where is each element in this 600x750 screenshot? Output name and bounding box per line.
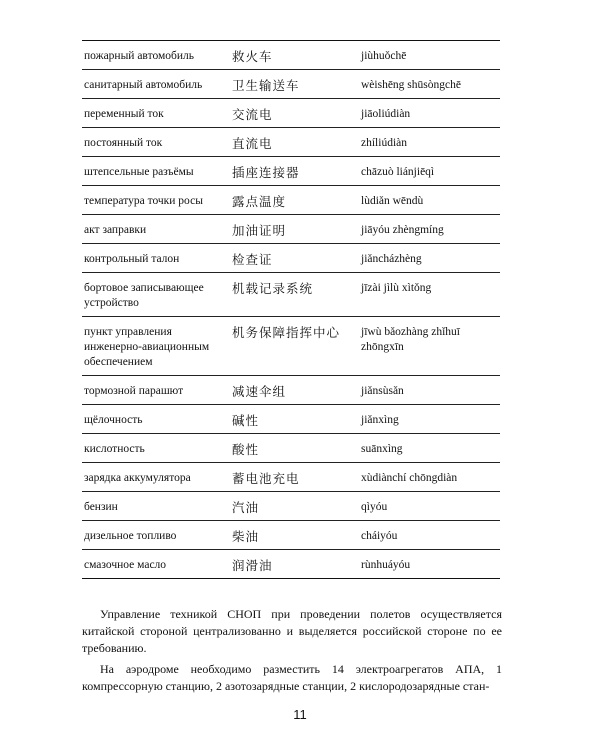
pinyin-term: zhíliúdiàn <box>361 137 407 149</box>
glossary-row <box>82 550 500 579</box>
pinyin-term: jīwù bǎozhàng zhǐhuī zhōngxīn <box>361 326 461 353</box>
chinese-term: 机务保障指挥中心 <box>232 325 341 340</box>
chinese-term: 蓄电池充电 <box>232 471 300 486</box>
glossary-row <box>82 405 500 434</box>
russian-term: санитарный автомобиль <box>84 79 203 91</box>
russian-term: тормозной парашют <box>84 385 184 397</box>
chinese-term: 碱性 <box>232 413 260 428</box>
glossary-row <box>82 99 500 128</box>
pinyin-term: jiǎnxìng <box>361 414 399 426</box>
pinyin-term: wèishēng shūsòngchē <box>361 79 461 91</box>
chinese-term: 露点温度 <box>232 194 287 209</box>
pinyin-term: lùdiǎn wēndù <box>361 195 424 207</box>
pinyin-term: rùnhuáyóu <box>361 559 411 571</box>
chinese-term: 插座连接器 <box>232 165 300 180</box>
pinyin-term: jiāyóu zhèngmíng <box>361 224 444 236</box>
chinese-term: 润滑油 <box>232 558 273 573</box>
glossary-row <box>82 434 500 463</box>
chinese-term: 汽油 <box>232 500 260 515</box>
russian-term: дизельное топливо <box>84 530 177 542</box>
chinese-term: 救火车 <box>232 49 273 64</box>
russian-term: бензин <box>84 501 118 513</box>
glossary-row <box>82 215 500 244</box>
glossary-table <box>82 40 500 579</box>
pinyin-term: jiāoliúdiàn <box>361 108 411 120</box>
pinyin-term: cháiyóu <box>361 530 398 542</box>
chinese-term: 卫生输送车 <box>232 78 300 93</box>
russian-term: пожарный автомобиль <box>84 50 194 62</box>
pinyin-term: chāzuò liánjiēqì <box>361 166 435 178</box>
glossary-row <box>82 41 500 70</box>
glossary-row <box>82 186 500 215</box>
pinyin-term: qìyóu <box>361 501 388 513</box>
russian-term: постоянный ток <box>84 137 163 149</box>
russian-term: переменный ток <box>84 108 164 120</box>
glossary-row <box>82 463 500 492</box>
pinyin-term: jiǎnsùsǎn <box>361 385 404 397</box>
pinyin-term: jīzài jìlù xìtǒng <box>361 282 432 294</box>
glossary-row <box>82 70 500 99</box>
chinese-term: 减速伞组 <box>232 384 287 399</box>
russian-term: акт заправки <box>84 224 147 236</box>
pinyin-term: jiǎncházhèng <box>361 253 422 265</box>
glossary-body <box>82 41 500 579</box>
body-text <box>82 606 502 695</box>
chinese-term: 柴油 <box>232 529 260 544</box>
russian-term: контрольный талон <box>84 253 180 265</box>
paragraph: На аэродроме необходимо разместить 14 электроагрегатов АПА, 1 компрессорную станцию, 2 азотозарядные станции, 2 кислородозарядные стан- <box>82 662 502 693</box>
pinyin-term: jiùhuǒchē <box>361 50 407 62</box>
russian-term: пункт управления инженерно-авиационным обеспечением <box>84 326 210 368</box>
russian-term: смазочное масло <box>84 559 167 571</box>
chinese-term: 检查证 <box>232 252 273 267</box>
russian-term: кислотность <box>84 443 145 455</box>
chinese-term: 直流电 <box>232 136 273 151</box>
russian-term: бортовое записывающее устройство <box>84 282 204 309</box>
glossary-row <box>82 273 500 317</box>
pinyin-term: xùdiànchí chōngdiàn <box>361 472 458 484</box>
glossary-row <box>82 521 500 550</box>
glossary-row <box>82 157 500 186</box>
paragraph: Управление техникой СНОП при проведении полетов осуществляется китайской стороной централизованно и выделяется российской стороне по ее требованию. <box>82 607 502 655</box>
glossary-row <box>82 376 500 405</box>
chinese-term: 加油证明 <box>232 223 287 238</box>
page-number: 11 <box>293 707 307 722</box>
glossary-row <box>82 317 500 376</box>
russian-term: температура точки росы <box>84 195 203 207</box>
russian-term: щёлочность <box>84 414 143 426</box>
glossary-row <box>82 492 500 521</box>
russian-term: зарядка аккумулятора <box>84 472 191 484</box>
chinese-term: 酸性 <box>232 442 260 457</box>
pinyin-term: suānxìng <box>361 443 403 455</box>
chinese-term: 交流电 <box>232 107 273 122</box>
chinese-term: 机载记录系统 <box>232 281 314 296</box>
glossary-row <box>82 244 500 273</box>
russian-term: штепсельные разъёмы <box>84 166 194 178</box>
glossary-row <box>82 128 500 157</box>
